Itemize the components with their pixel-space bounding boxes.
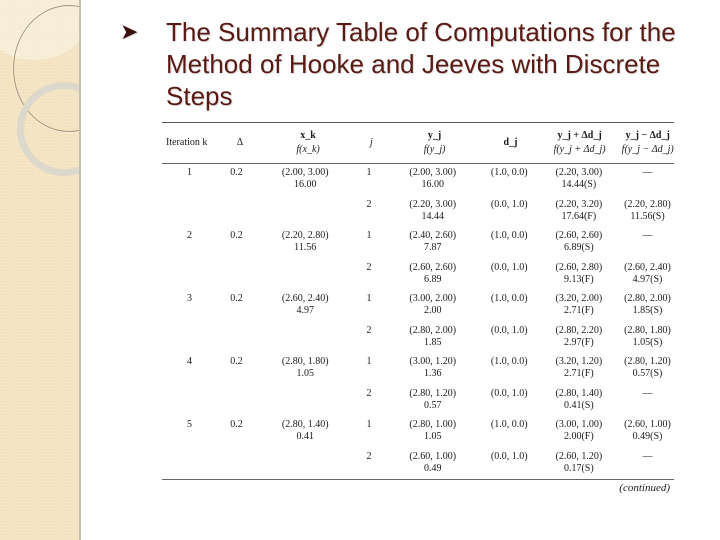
cell-plus — [537, 167, 621, 191]
cell-minus — [621, 199, 674, 223]
cell-minus-point: (2.60, 2.40) — [624, 261, 671, 273]
cell-delta: 0.2 — [230, 356, 243, 367]
cell-plus-point: (2.60, 2.80) — [555, 261, 603, 273]
cell-yj — [384, 388, 482, 412]
cell-plus — [537, 419, 621, 443]
cell-j: 2 — [366, 261, 372, 273]
cell-plus-point: (2.80, 2.20) — [555, 324, 603, 336]
cell-yj-value: 0.57 — [423, 399, 442, 411]
cell-plus-value: 6.89(S) — [563, 242, 594, 253]
cell-delta: 0.2 — [230, 293, 243, 304]
slide-title — [120, 16, 700, 112]
cell-plus-value: 14.44(S) — [561, 179, 597, 190]
cell-xk-value: 4.97 — [296, 305, 314, 316]
cell-yj — [384, 325, 482, 349]
header-plus — [538, 129, 622, 157]
cell-plus-value: 17.64(F) — [561, 210, 597, 222]
cell-yj — [384, 230, 482, 254]
cell-yj-point: (2.20, 3.00) — [409, 198, 457, 210]
cell-xk-value: 11.56 — [294, 242, 317, 253]
cell-j: 1 — [366, 167, 372, 178]
cell-yj-point: (2.60, 1.00) — [409, 450, 457, 462]
cell-j: 2 — [366, 387, 372, 399]
cell-plus-point: (2.80, 1.40) — [555, 387, 603, 399]
cell-minus-value: 11.56(S) — [630, 210, 665, 222]
header-plus-top: y_j + Δd_j — [557, 130, 602, 141]
header-iteration — [162, 136, 221, 150]
cell-yj-point: (2.80, 1.20) — [409, 387, 457, 399]
table-row — [162, 385, 674, 417]
header-xk-top: x_k — [300, 130, 316, 141]
cell-xk — [256, 419, 354, 443]
header-iteration-label: Iteration k — [166, 137, 208, 148]
cell-plus-point: (2.60, 2.60) — [555, 230, 603, 241]
cell-yj — [384, 451, 482, 475]
cell-yj — [384, 419, 482, 443]
cell-plus — [537, 325, 621, 349]
cell-minus-value: 0.57(S) — [632, 368, 663, 379]
cell-iteration: 5 — [186, 419, 192, 430]
table-body — [162, 164, 674, 479]
cell-yj-point: (2.40, 2.60) — [409, 230, 457, 241]
cell-minus — [621, 325, 674, 349]
cell-xk-value: 0.41 — [296, 431, 314, 442]
cell-plus — [537, 199, 621, 223]
cell-j: 1 — [366, 230, 372, 241]
cell-minus-point: (2.20, 2.80) — [624, 198, 671, 210]
slide-title-text: The Summary Table of Computations for the Method of Hooke and Jeeves with Discrete Steps — [166, 17, 676, 111]
cell-minus-point: (2.60, 1.00) — [624, 419, 671, 430]
cell-xk-point: (2.80, 1.80) — [281, 356, 329, 367]
decorative-side-panel — [0, 0, 81, 540]
cell-minus-value: 1.05(S) — [632, 336, 663, 348]
cell-plus — [537, 293, 621, 317]
cell-plus-point: (2.60, 1.20) — [555, 450, 603, 462]
cell-minus-value: 0.49(S) — [632, 431, 663, 442]
table-row — [162, 448, 674, 480]
table-row — [162, 227, 674, 259]
table-row — [162, 353, 674, 385]
header-delta: Δ — [236, 137, 244, 148]
cell-plus-value: 2.97(F) — [563, 336, 594, 348]
table-row — [162, 290, 674, 322]
cell-dj: (1.0, 0.0) — [490, 419, 528, 430]
cell-minus — [621, 293, 674, 317]
cell-yj — [384, 199, 482, 223]
cell-yj-value: 6.89 — [423, 273, 442, 285]
cell-minus-point: (2.80, 1.80) — [624, 324, 671, 336]
cell-xk — [256, 293, 354, 317]
cell-j: 1 — [366, 293, 372, 304]
cell-plus-value: 2.71(F) — [563, 368, 594, 379]
cell-j: 1 — [366, 356, 372, 367]
cell-j: 2 — [366, 198, 372, 210]
header-j: j — [369, 137, 373, 148]
cell-dj: (1.0, 0.0) — [490, 293, 528, 304]
cell-xk-point: (2.00, 3.00) — [281, 167, 329, 178]
cell-delta: 0.2 — [230, 167, 243, 178]
table-bottom-rule — [162, 479, 674, 480]
cell-plus — [537, 230, 621, 254]
table-row — [162, 416, 674, 448]
header-minus-top: y_j − Δd_j — [625, 130, 670, 141]
cell-j: 2 — [366, 450, 372, 462]
cell-minus — [621, 262, 674, 286]
cell-plus-value: 9.13(F) — [563, 273, 594, 285]
cell-dj: (0.0, 1.0) — [490, 450, 528, 462]
cell-minus-point: — — [642, 167, 653, 178]
table-row — [162, 164, 674, 196]
cell-plus-point: (3.00, 1.00) — [555, 419, 603, 430]
cell-yj — [384, 293, 482, 317]
cell-yj-value: 1.36 — [423, 368, 442, 379]
cell-minus — [621, 419, 674, 443]
cell-yj-value: 2.00 — [423, 305, 442, 316]
cell-xk-point: (2.20, 2.80) — [281, 230, 329, 241]
cell-iteration: 3 — [186, 293, 192, 304]
cell-plus — [537, 388, 621, 412]
cell-xk-value: 1.05 — [296, 368, 314, 379]
summary-table — [162, 122, 674, 494]
cell-dj: (1.0, 0.0) — [490, 167, 528, 178]
header-yj — [386, 129, 483, 157]
header-plus-bottom: f(y_j + Δd_j) — [553, 144, 606, 155]
cell-yj-point: (2.60, 2.60) — [409, 261, 457, 273]
cell-yj — [384, 167, 482, 191]
cell-yj — [384, 356, 482, 380]
cell-minus — [621, 356, 674, 380]
cell-plus-value: 0.17(S) — [563, 462, 594, 474]
cell-plus-point: (2.20, 3.00) — [555, 167, 603, 178]
cell-yj-value: 0.49 — [423, 462, 442, 474]
cell-dj: (0.0, 1.0) — [490, 324, 528, 336]
cell-minus — [621, 388, 674, 400]
cell-xk-point: (2.60, 2.40) — [281, 293, 329, 304]
cell-xk-point: (2.80, 1.40) — [281, 419, 329, 430]
cell-yj-point: (3.00, 1.20) — [409, 356, 457, 367]
arrow-bullet-icon: ➤ — [120, 19, 139, 44]
cell-plus — [537, 451, 621, 475]
cell-xk — [256, 356, 354, 380]
cell-xk — [256, 167, 354, 191]
cell-yj-value: 1.85 — [423, 336, 442, 348]
cell-yj-point: (3.00, 2.00) — [409, 293, 457, 304]
cell-plus-point: (3.20, 1.20) — [555, 356, 603, 367]
cell-j: 2 — [366, 324, 372, 336]
cell-plus — [537, 356, 621, 380]
cell-j: 1 — [366, 419, 372, 430]
cell-yj — [384, 262, 482, 286]
header-yj-bottom: f(y_j) — [423, 144, 446, 155]
cell-minus-point: — — [642, 387, 653, 399]
cell-plus-value: 0.41(S) — [563, 399, 594, 411]
cell-yj-point: (2.80, 1.00) — [409, 419, 457, 430]
header-yj-top: y_j — [427, 130, 442, 141]
table-row — [162, 259, 674, 291]
cell-minus-point: — — [642, 450, 653, 462]
header-minus-bottom: f(y_j − Δd_j) — [621, 144, 674, 155]
cell-yj-point: (2.80, 2.00) — [409, 324, 457, 336]
cell-yj-value: 7.87 — [423, 242, 442, 253]
cell-iteration: 4 — [186, 356, 192, 367]
continued-note: (continued) — [619, 482, 670, 494]
cell-dj: (0.0, 1.0) — [490, 198, 528, 210]
cell-delta: 0.2 — [230, 419, 243, 430]
cell-minus — [621, 167, 674, 179]
cell-yj-value: 16.00 — [421, 179, 444, 190]
table-row — [162, 196, 674, 228]
table-row — [162, 322, 674, 354]
cell-yj-value: 14.44 — [421, 210, 444, 222]
cell-minus-value: 1.85(S) — [632, 305, 663, 316]
cell-plus-value: 2.71(F) — [563, 305, 594, 316]
header-dj: d_j — [503, 137, 518, 148]
cell-minus-point: — — [642, 230, 653, 241]
cell-xk — [256, 230, 354, 254]
cell-minus-point: (2.80, 1.20) — [624, 356, 671, 367]
cell-iteration: 2 — [186, 230, 192, 241]
cell-plus-value: 2.00(F) — [563, 431, 594, 442]
cell-plus-point: (2.20, 3.20) — [555, 198, 603, 210]
cell-dj: (0.0, 1.0) — [490, 387, 528, 399]
cell-dj: (0.0, 1.0) — [490, 261, 528, 273]
cell-dj: (1.0, 0.0) — [490, 230, 528, 241]
cell-plus-point: (3.20, 2.00) — [555, 293, 603, 304]
cell-plus — [537, 262, 621, 286]
header-xk — [259, 129, 356, 157]
cell-yj-point: (2.00, 3.00) — [409, 167, 457, 178]
cell-minus — [621, 451, 674, 463]
cell-minus — [621, 230, 674, 242]
cell-dj: (1.0, 0.0) — [490, 356, 528, 367]
header-xk-bottom: f(x_k) — [296, 144, 320, 155]
table-header — [162, 123, 674, 163]
cell-minus-value: 4.97(S) — [632, 273, 663, 285]
cell-minus-point: (2.80, 2.00) — [624, 293, 671, 304]
cell-yj-value: 1.05 — [423, 431, 442, 442]
cell-iteration: 1 — [186, 167, 192, 178]
cell-xk-value: 16.00 — [293, 179, 317, 190]
cell-delta: 0.2 — [230, 230, 243, 241]
header-minus — [621, 129, 674, 157]
